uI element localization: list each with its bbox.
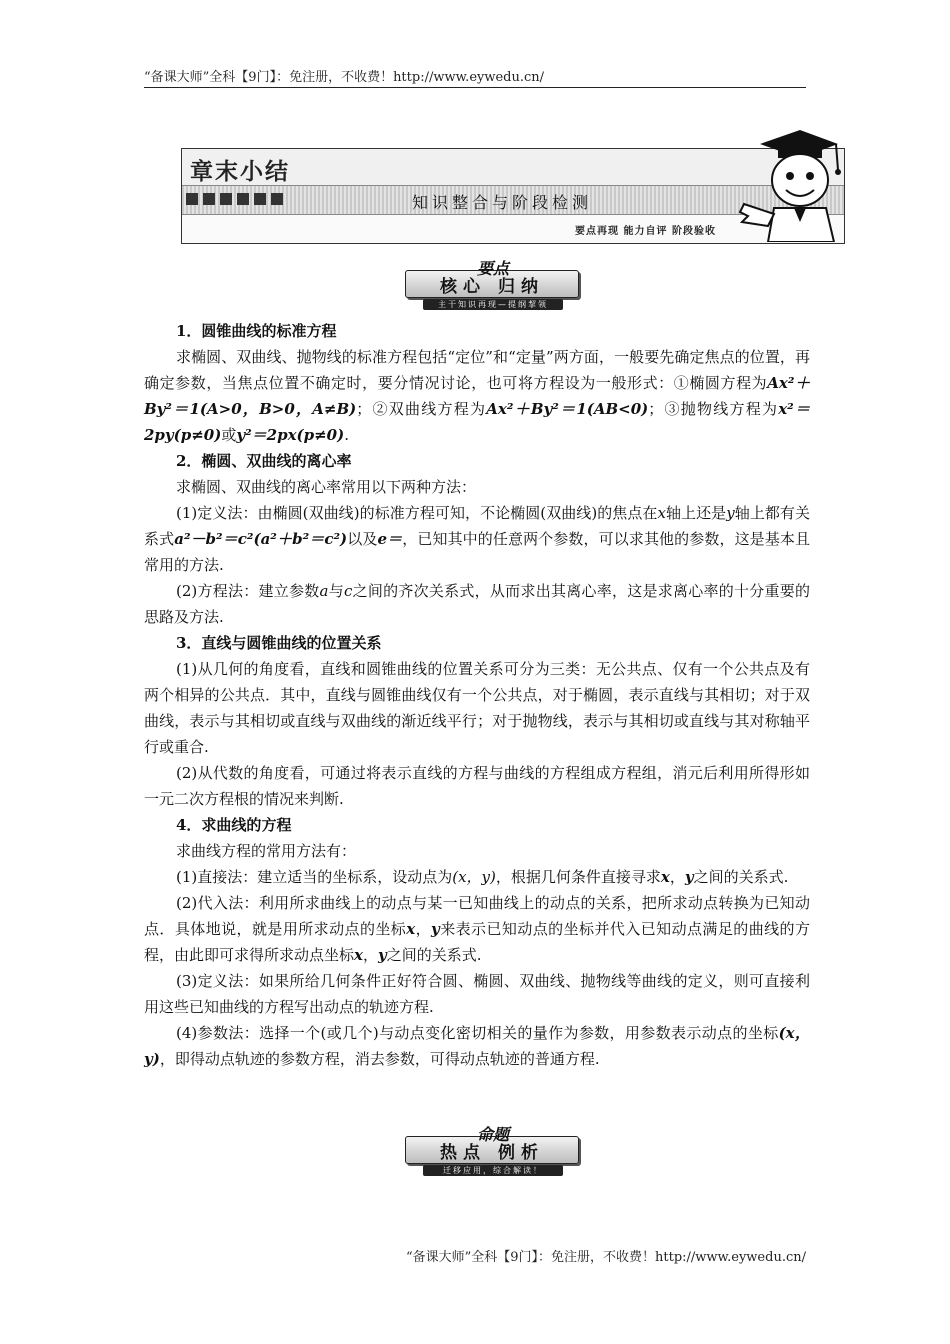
header-rule [144, 87, 806, 88]
section-heading: 3．直线与圆锥曲线的位置关系 [176, 634, 382, 652]
paragraph: (1)直接法：建立适当的坐标系，设动点为(x，y)，根据几何条件直接寻求x，y之间的关系式. [176, 868, 789, 886]
section-heading: 2．椭圆、双曲线的离心率 [176, 452, 352, 470]
main-content [144, 318, 810, 1072]
paragraph: 求曲线方程的常用方法有： [176, 842, 357, 860]
core-summary-badge [405, 259, 579, 309]
paragraph: (2)从代数的角度看，可通过将表示直线的方程与曲线的方程组成方程组，消元后利用所得形如一元二次方程根的情况来判断. [144, 764, 810, 808]
page-footer: “备课大师”全科【9门】：免注册，不收费！http://www.eywedu.cn/ [405, 1250, 806, 1265]
badge-label: 核心 归纳 [440, 277, 544, 297]
badge-label: 热点 例析 [440, 1143, 544, 1163]
chapter-title: 章末小结 [190, 159, 290, 185]
banner-squares [186, 193, 283, 205]
badge-accent: 要点 [477, 259, 510, 278]
page-header: “备课大师”全科【9门】：免注册，不收费！http://www.eywedu.cn/ [144, 70, 545, 85]
paragraph: 求椭圆、双曲线、抛物线的标准方程包括“定位”和“定量”两方面，一般要先确定焦点的位置，再确定参数，当焦点位置不确定时，要分情况讨论，也可将方程设为一般形式：①椭圆方程为Ax²＋By²＝1(A>0，B>0，A≠B)；②双曲线方程为Ax²＋By²＝1(AB<0)；③抛物线方程为x²＝2py(p≠0)或y²＝2px(p≠0). [144, 348, 810, 444]
paragraph: (2)代入法：利用所求曲线上的动点与某一已知曲线上的动点的关系，把所求动点转换为已知动点．具体地说，就是用所求动点的坐标x，y来表示已知动点的坐标并代入已知动点满足的曲线的方程，由此即可求得所求动点坐标x，y之间的关系式. [144, 894, 810, 964]
badge-accent: 命题 [477, 1125, 510, 1144]
paragraph: (1)定义法：由椭圆(双曲线)的标准方程可知，不论椭圆(双曲线)的焦点在x轴上还是y轴上都有关系式a²－b²＝c²(a²＋b²＝c²)以及e＝，已知其中的任意两个参数，可以求其他的参数，这是基本且常用的方法. [144, 504, 810, 574]
section-heading: 1．圆锥曲线的标准方程 [176, 322, 337, 340]
scholar-mascot-icon [738, 122, 848, 242]
hot-topic-badge [405, 1125, 579, 1175]
section-heading: 4．求曲线的方程 [176, 816, 292, 834]
badge-subtitle: 迁移应用，综合解读！ [423, 1165, 563, 1176]
paragraph: (3)定义法：如果所给几何条件正好符合圆、椭圆、双曲线、抛物线等曲线的定义，则可直接利用这些已知曲线的方程写出动点的轨迹方程. [144, 972, 810, 1016]
chapter-tagline: 要点再现 能力自评 阶段验收 [575, 226, 716, 237]
paragraph: (2)方程法：建立参数a与c之间的齐次关系式，从而求出其离心率，这是求离心率的十分重要的思路及方法. [144, 582, 810, 626]
paragraph: (1)从几何的角度看，直线和圆锥曲线的位置关系可分为三类：无公共点、仅有一个公共点及有两个相异的公共点．其中，直线与圆锥曲线仅有一个公共点，对于椭圆，表示直线与其相切；对于双曲线，表示与其相切或直线与双曲线的渐近线平行；对于抛物线，表示与其相切或直线与其对称轴平行或重合. [144, 660, 810, 756]
paragraph: 求椭圆、双曲线的离心率常用以下两种方法： [176, 478, 477, 496]
badge-subtitle: 主干知识再现—提纲挈领 [423, 299, 563, 310]
paragraph: (4)参数法：选择一个(或几个)与动点变化密切相关的量作为参数，用参数表示动点的坐标(x，y)，即得动点轨迹的参数方程，消去参数，可得动点轨迹的普通方程. [144, 1024, 810, 1068]
chapter-subtitle: 知识整合与阶段检测 [412, 193, 593, 212]
